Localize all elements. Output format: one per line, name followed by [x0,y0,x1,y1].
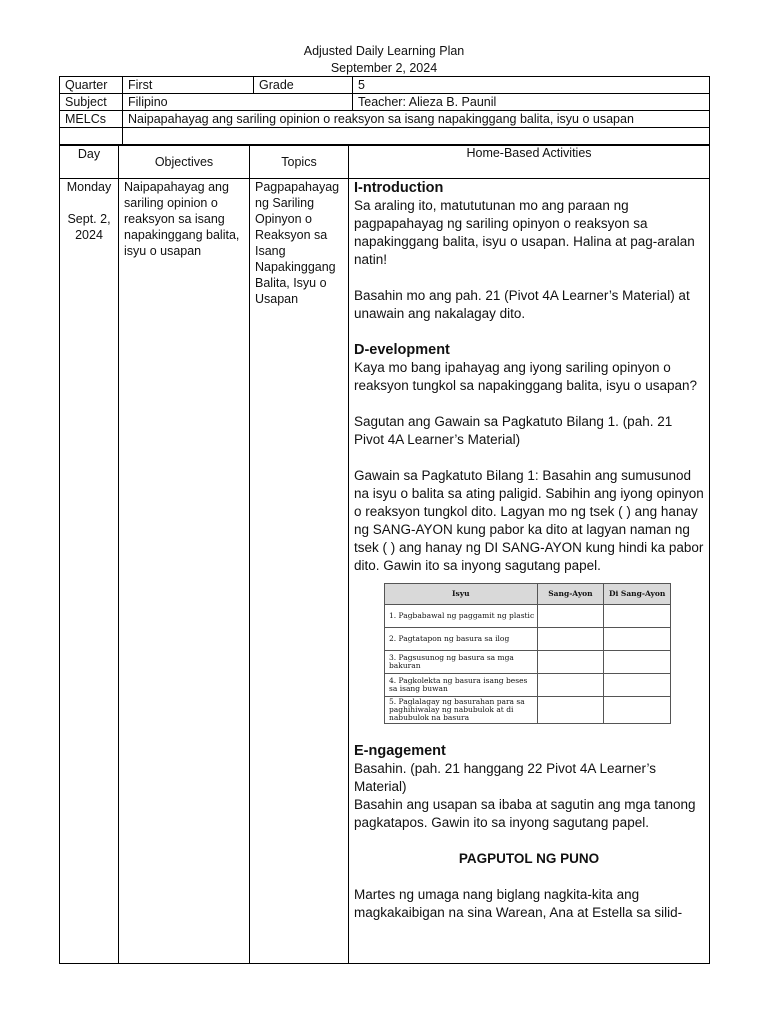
agree-cell [537,674,604,697]
disagree-cell [604,674,671,697]
issue-table [384,583,671,724]
development-instruction: Sagutan ang Gawain sa Pagkatuto Bilang 1. (pah. 21 Pivot 4A Learner’s Material) [354,414,673,447]
activities-cell [349,179,710,964]
engagement-reading: Basahin. (pah. 21 hanggang 22 Pivot 4A Learner’s Material) [354,761,656,794]
story-text: Martes ng umaga nang biglang nagkita-kita ang magkakaibigan na sina Warean, Ana at Estella sa silid- [354,887,683,920]
agree-cell [537,697,604,724]
agree-cell [537,605,604,628]
topics-cell: Pagpapahayag ng Sariling Opinyon o Reaksyon sa Isang Napakinggang Balita, Isyu o Usapan [250,179,349,964]
melcs-value: Naipapahayag ang sariling opinion o reaksyon sa isang napakinggang balita, isyu o usapan [123,111,710,128]
document-title: Adjusted Daily Learning Plan [303,44,465,58]
grade-value: 5 [353,77,710,94]
issue-text: 5. Paglalagay ng basurahan para sa paghihiwalay ng nabubulok at di nabubulok na basura [385,697,538,724]
disagree-cell [604,651,671,674]
engagement-instruction: Basahin ang usapan sa ibaba at sagutin ang mga tanong pagkatapos. Gawin ito sa inyong sagutang papel. [354,797,696,830]
grade-label: Grade [254,77,353,94]
lesson-row [60,179,710,964]
issue-text: 1. Pagbabawal ng paggamit ng plastic [385,605,538,628]
introduction-reading: Basahin mo ang pah. 21 (Pivot 4A Learner’s Material) at unawain ang nakalagay dito. [354,288,690,321]
info-row-quarter [60,77,710,94]
story-title: PAGPUTOL NG PUNO [458,851,600,866]
engagement-heading: E-ngagement [354,743,446,759]
issue-row [385,651,671,674]
issue-row [385,674,671,697]
column-header-row [60,146,710,179]
col-header-objectives: Objectives [119,146,250,179]
info-row-subject [60,94,710,111]
melcs-label: MELCs [60,111,123,128]
issue-row [385,628,671,651]
disagree-header: Di Sang-Ayon [604,584,671,605]
disagree-cell [604,697,671,724]
day-cell [60,179,119,964]
subject-label: Subject [60,94,123,111]
day-date: Sept. 2, 2024 [67,212,111,242]
issue-row [385,697,671,724]
agree-header: Sang-Ayon [537,584,604,605]
info-row-blank [60,128,710,145]
day-name: Monday [66,180,112,194]
issue-text: 2. Pagtatapon ng basura sa ilog [385,628,538,651]
blank-cell [123,128,710,145]
agree-cell [537,651,604,674]
disagree-cell [604,628,671,651]
issue-text: 4. Pagkolekta ng basura isang beses sa isang buwan [385,674,538,697]
development-heading: D-evelopment [354,342,450,358]
col-header-topics: Topics [250,146,349,179]
development-question: Kaya mo bang ipahayag ang iyong sariling opinyon o reaksyon tungkol sa napakinggang balita, isyu o usapan? [354,360,697,393]
introduction-heading: I-ntroduction [354,180,444,196]
col-header-activities: Home-Based Activities [349,146,710,179]
col-header-day: Day [60,146,119,179]
blank-cell [60,128,123,145]
quarter-label: Quarter [60,77,123,94]
issue-row [385,605,671,628]
activity-instructions: Gawain sa Pagkatuto Bilang 1: Basahin ang sumusunod na isyu o balita sa ating paligid. Sabihin ang iyong opinyon o reaksyon tungkol dito. Lagyan mo ng tsek ( ) ang hanay ng SANG-AYON kung pabor ka dito at lagyan naman ng tsek ( ) ang hanay ng DI SANG-AYON kung hindi ka pabor dito. Gawin ito sa inyong sagutang papel. [354,468,704,573]
quarter-value: First [123,77,254,94]
info-row-melcs [60,111,710,128]
introduction-text: Sa araling ito, matututunan mo ang paraan ng pagpapahayag ng sariling opinyon o reaksyon sa napakinggang balita, isyu o usapan. Halina at pag-aralan natin! [354,198,695,267]
subject-value: Filipino [123,94,353,111]
lesson-plan-table [59,145,710,964]
objectives-cell: Naipapahayag ang sariling opinion o reaksyon sa isang napakinggang balita, isyu o usapan [119,179,250,964]
document-date: September 2, 2024 [330,61,438,75]
issue-header: Isyu [385,584,538,605]
disagree-cell [604,605,671,628]
teacher-name: Teacher: Alieza B. Paunil [353,94,710,111]
info-table [59,76,710,145]
issue-table-header [385,584,671,605]
agree-cell [537,628,604,651]
issue-text: 3. Pagsusunog ng basura sa mga bakuran [385,651,538,674]
